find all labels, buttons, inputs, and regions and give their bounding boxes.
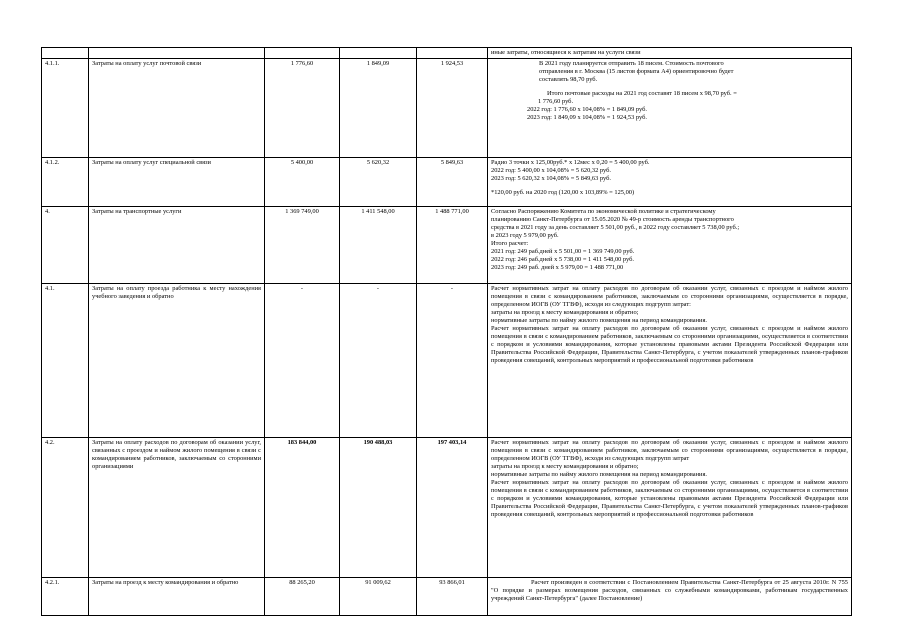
description-line: составлять 98,70 руб. — [539, 76, 598, 83]
item-number: 4. — [42, 207, 89, 284]
item-description — [488, 59, 852, 158]
description-line: планированию Санкт-Петербурга от 15.05.2020 № 49-р стоимость аренды транспортного — [491, 216, 734, 223]
item-name: Затраты на оплату услуг почтовой связи — [89, 59, 265, 158]
value-2023: 5 849,63 — [417, 158, 488, 207]
value-2021: 88 265,20 — [265, 578, 340, 616]
value-2023: 93 866,01 — [417, 578, 488, 616]
description-line: Итого почтовые расходы на 2021 год составят 18 писем x 98,70 руб. = — [547, 90, 737, 97]
item-description — [488, 438, 852, 578]
value-2023: 1 488 771,00 — [417, 207, 488, 284]
description-line: 1 776,60 руб. — [538, 98, 574, 105]
value-2023: 197 403,14 — [417, 438, 488, 578]
description-line: 2023 год: 5 620,32 x 104,08% = 5 849,63 руб. — [491, 175, 611, 182]
description-paragraph: Расчет произведен в соответствии с Постановлением Правительства Санкт-Петербурга от 25 августа 2010г. N 755 "О порядке и размерах возмещения расходов, связанных со служебными командировками, работникам государственных учреждений Санкт-Петербурга" (далее Постановление) — [491, 579, 848, 602]
value-2021 — [265, 48, 340, 59]
value-2021: 1 369 749,00 — [265, 207, 340, 284]
item-number — [42, 48, 89, 59]
description-line: Радио 3 точки x 125,00руб.* x 12мес x 0,20 = 5 400,00 руб. — [491, 159, 650, 166]
item-number: 4.1.1. — [42, 59, 89, 158]
value-2021: - — [265, 284, 340, 438]
description-paragraph: Расчет нормативных затрат на оплату расходов по договорам об оказании услуг, связанных с проездом и наймом жилого помещения в связи с командированием работников, заключаемым со сторонними организациями, осуществляется в порядке, определенном ИОГВ (ОУ ТГВФ), исходя из следующих подгрупп затрат — [491, 439, 848, 462]
item-description — [488, 158, 852, 207]
value-2022: 5 620,32 — [340, 158, 417, 207]
description-line: 2023 год: 1 849,09 x 104,08% = 1 924,53 руб. — [527, 114, 647, 121]
value-2022: - — [340, 284, 417, 438]
item-name: Затраты на проезд к месту командирования и обратно — [89, 578, 265, 616]
description-line: 2021 год: 249 раб.дней x 5 501,00 = 1 369 749,00 руб. — [491, 248, 635, 255]
table-row — [42, 438, 852, 578]
item-description — [488, 578, 852, 616]
description-line: Согласно Распоряжению Комитета по экономической политике и стратегическому — [491, 208, 716, 215]
description-paragraph: затраты на проезд к месту командирования и обратно; — [491, 309, 639, 316]
table-row — [42, 48, 852, 59]
value-2023: - — [417, 284, 488, 438]
item-description — [488, 284, 852, 438]
description-line: иные затраты, относящиеся к затратам на услуги связи — [491, 49, 641, 56]
description-line: отправления в г. Москва (15 листов формата А4) ориентировочно будет — [539, 68, 734, 75]
description-paragraph: Расчет нормативных затрат на оплату расходов по договорам об оказании услуг, связанных с проездом и наймом жилого помещения в связи с командированием работников, заключаемым со сторонними организациями, осуществляется в соответствии с порядком и условиями командирования, которые установлены правовыми актами Президента Российской Федерации или Правительства Российской Федерации, Правительства Санкт-Петербурга, с учетом показателей утвержденных планов-графиков проведения совещаний, контрольных мероприятий и профессиональной подготовки работников — [491, 325, 848, 364]
item-number: 4.2. — [42, 438, 89, 578]
value-2022: 1 849,09 — [340, 59, 417, 158]
value-2023: 1 924,53 — [417, 59, 488, 158]
description-line: 2023 год: 249 раб. дней x 5 979,00 = 1 488 771,00 — [491, 264, 624, 271]
description-line: *120,00 руб. на 2020 год (120,00 x 103,89% = 125,00) — [491, 189, 635, 196]
item-name: Затраты на оплату проезда работника к месту нахождения учебного заведения и обратно — [89, 284, 265, 438]
item-name: Затраты на оплату услуг специальной связи — [89, 158, 265, 207]
value-2021: 183 844,00 — [265, 438, 340, 578]
value-2023 — [417, 48, 488, 59]
item-number: 4.2.1. — [42, 578, 89, 616]
item-number: 4.1.2. — [42, 158, 89, 207]
item-name — [89, 48, 265, 59]
description-line: Итого расчет: — [491, 240, 529, 247]
budget-table — [41, 47, 852, 616]
item-description — [488, 207, 852, 284]
value-2022: 190 488,03 — [340, 438, 417, 578]
description-paragraph: нормативные затраты по найму жилого помещения на период командирования. — [491, 471, 707, 478]
table-row — [42, 284, 852, 438]
table-row — [42, 59, 852, 158]
table-row — [42, 158, 852, 207]
value-2022: 1 411 548,00 — [340, 207, 417, 284]
item-description — [488, 48, 852, 59]
value-2022: 91 009,62 — [340, 578, 417, 616]
description-paragraph: Расчет нормативных затрат на оплату расходов по договорам об оказании услуг, связанных с проездом и наймом жилого помещения в связи с командированием работников, заключаемым со сторонними организациями, осуществляется в порядке, определенном ИОГВ (ОУ ТГВФ), исходя из следующих подгрупп затрат: — [491, 285, 848, 308]
description-paragraph: Расчет нормативных затрат на оплату расходов по договорам об оказании услуг, связанных с проездом и наймом жилого помещения в связи с командированием работников, заключаемым со сторонними организациями, осуществляется в соответствии с порядком и условиями командирования, которые установлены правовыми актами Президента Российской Федерации или Правительства Российской Федерации, Правительства Санкт-Петербурга, с учетом показателей утвержденных планов-графиков проведения совещаний, контрольных мероприятий и профессиональной подготовки работников — [491, 479, 848, 518]
item-number: 4.1. — [42, 284, 89, 438]
value-2022 — [340, 48, 417, 59]
value-2021: 1 776,60 — [265, 59, 340, 158]
item-name: Затраты на транспортные услуги — [89, 207, 265, 284]
table-row — [42, 207, 852, 284]
description-line: В 2021 году планируется отправить 18 писем. Стоимость почтового — [539, 60, 724, 67]
description-line: 2022 год: 1 776,60 x 104,08% = 1 849,09 руб. — [527, 106, 647, 113]
description-line: 2022 год: 5 400,00 x 104,08% = 5 620,32 руб. — [491, 167, 611, 174]
description-line: средства в 2021 году за день составляет 5 501,00 руб., в 2022 году составляет 5 738,00 руб.; — [491, 224, 740, 231]
table-row — [42, 578, 852, 616]
item-name: Затраты на оплату расходов по договорам об оказании услуг, связанных с проездом и наймом жилого помещения в связи с командированием работников, заключаемым со сторонними организациями — [89, 438, 265, 578]
description-line: 2022 год: 246 раб.дней x 5 738,00 = 1 411 548,00 руб. — [491, 256, 635, 263]
description-paragraph: нормативные затраты по найму жилого помещения на период командирования. — [491, 317, 707, 324]
description-paragraph: затраты на проезд к месту командирования и обратно; — [491, 463, 639, 470]
value-2021: 5 400,00 — [265, 158, 340, 207]
description-line: в 2023 году 5 979,00 руб. — [491, 232, 559, 239]
